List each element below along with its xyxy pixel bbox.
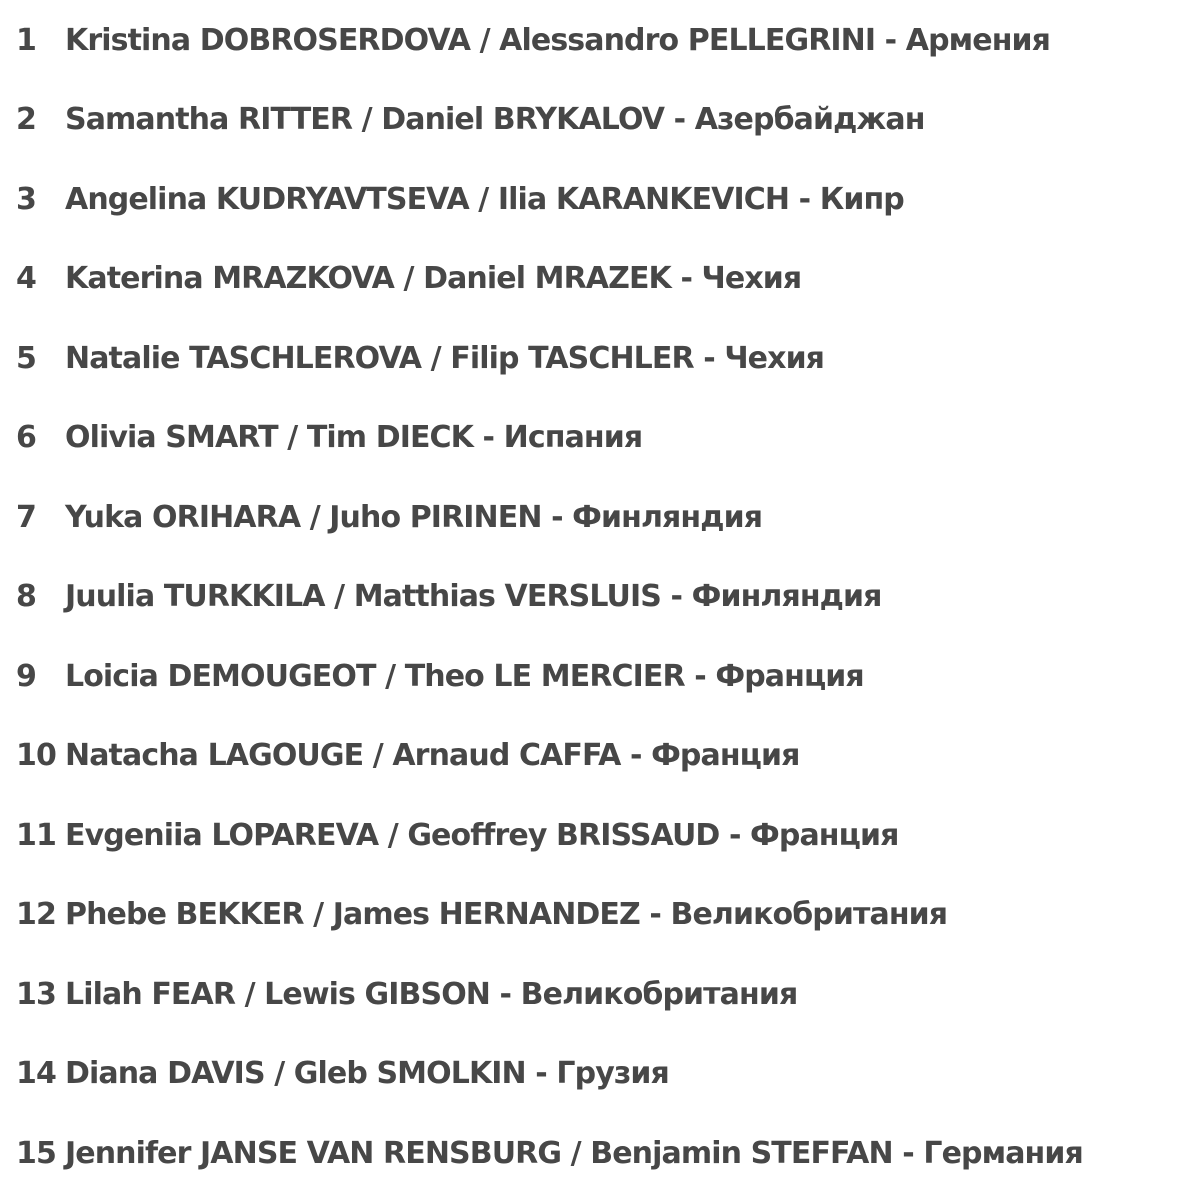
entry-number: 10 xyxy=(16,737,56,773)
entry-text: Natalie TASCHLEROVA / Filip TASCHLER - Чехия xyxy=(65,340,825,376)
list-item xyxy=(16,415,642,459)
entry-text: Evgeniia LOPAREVA / Geoffrey BRISSAUD - Франция xyxy=(65,817,899,853)
entry-text: Lilah FEAR / Lewis GIBSON - Великобритания xyxy=(65,976,798,1012)
entry-text: Kristina DOBROSERDOVA / Alessandro PELLEGRINI - Армения xyxy=(65,22,1051,58)
list-item xyxy=(16,733,800,777)
entry-text: Phebe BEKKER / James HERNANDEZ - Великобритания xyxy=(65,896,948,932)
list-item xyxy=(16,574,881,618)
list-item xyxy=(16,336,824,380)
entry-number: 14 xyxy=(16,1055,56,1091)
entry-number: 2 xyxy=(16,101,36,137)
list-item xyxy=(16,256,801,300)
entry-number: 13 xyxy=(16,976,56,1012)
entry-text: Juulia TURKKILA / Matthias VERSLUIS - Финляндия xyxy=(65,578,882,614)
list-item xyxy=(16,972,797,1016)
entry-number: 6 xyxy=(16,419,36,455)
entry-text: Loicia DEMOUGEOT / Theo LE MERCIER - Франция xyxy=(65,658,864,694)
entry-text: Natacha LAGOUGE / Arnaud CAFFA - Франция xyxy=(65,737,800,773)
entry-text: Diana DAVIS / Gleb SMOLKIN - Грузия xyxy=(65,1055,669,1091)
entry-number: 4 xyxy=(16,260,36,296)
list-item xyxy=(16,813,898,857)
entry-number: 11 xyxy=(16,817,56,853)
entry-number: 12 xyxy=(16,896,56,932)
entry-text: Angelina KUDRYAVTSEVA / Ilia KARANKEVICH - Кипр xyxy=(65,181,904,217)
list-item xyxy=(16,97,925,141)
list-item xyxy=(16,1131,1083,1175)
list-item xyxy=(16,654,864,698)
entry-number: 1 xyxy=(16,22,36,58)
list-item xyxy=(16,1051,669,1095)
entry-number: 7 xyxy=(16,499,36,535)
entry-number: 5 xyxy=(16,340,36,376)
entry-number: 3 xyxy=(16,181,36,217)
entry-text: Katerina MRAZKOVA / Daniel MRAZEK - Чехия xyxy=(65,260,802,296)
list-item xyxy=(16,18,1050,62)
list-item xyxy=(16,892,947,936)
list-item xyxy=(16,495,762,539)
entry-text: Samantha RITTER / Daniel BRYKALOV - Азербайджан xyxy=(65,101,925,137)
entry-number: 8 xyxy=(16,578,36,614)
entry-number: 9 xyxy=(16,658,36,694)
entry-number: 15 xyxy=(16,1135,56,1171)
entry-text: Jennifer JANSE VAN RENSBURG / Benjamin STEFFAN - Германия xyxy=(65,1135,1083,1171)
entry-text: Olivia SMART / Tim DIECK - Испания xyxy=(65,419,643,455)
list-item xyxy=(16,177,904,221)
entry-text: Yuka ORIHARA / Juho PIRINEN - Финляндия xyxy=(65,499,763,535)
